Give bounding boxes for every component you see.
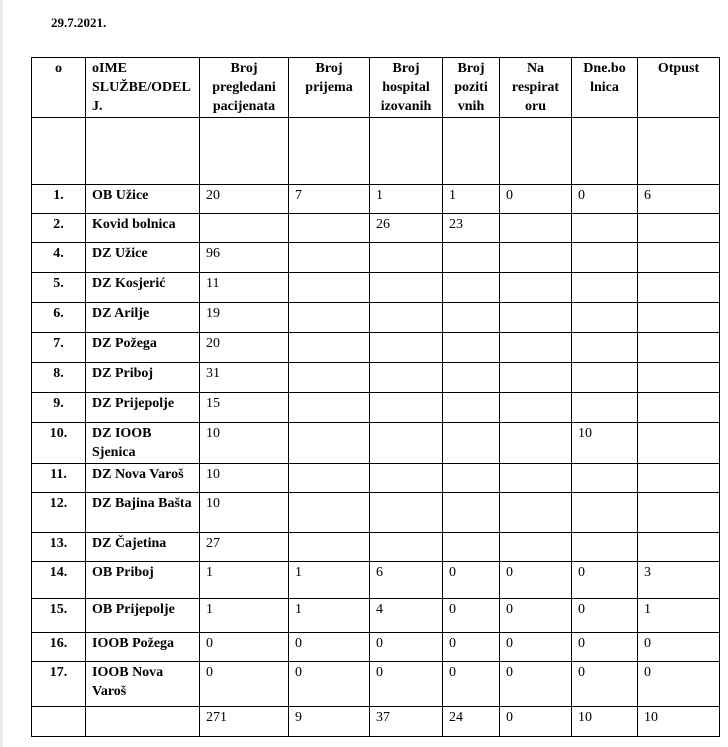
institution-name-cell: Kovid bolnica <box>86 214 200 243</box>
value-cell <box>370 363 443 393</box>
header-cell-positive: Broj poziti vnih <box>443 58 500 118</box>
value-cell <box>638 118 720 185</box>
value-cell <box>500 243 572 273</box>
value-cell: 10 <box>200 493 289 533</box>
value-cell: 0 <box>572 185 638 214</box>
table-row <box>32 599 720 633</box>
table-row <box>32 493 720 533</box>
table-row <box>32 333 720 363</box>
value-cell <box>289 464 370 493</box>
value-cell <box>289 423 370 464</box>
value-cell <box>500 464 572 493</box>
row-number-cell: 1. <box>32 185 86 214</box>
table-row <box>32 243 720 273</box>
row-number-cell: 12. <box>32 493 86 533</box>
value-cell <box>289 303 370 333</box>
value-cell: 0 <box>500 562 572 599</box>
value-cell: 1 <box>638 599 720 633</box>
value-cell <box>638 493 720 533</box>
value-cell: 4 <box>370 599 443 633</box>
value-cell <box>500 333 572 363</box>
value-cell <box>572 393 638 423</box>
header-cell-rb: o <box>32 58 86 118</box>
institution-name-cell: DZ Čajetina <box>86 533 200 562</box>
value-cell <box>500 118 572 185</box>
value-cell: 37 <box>370 707 443 737</box>
table-row <box>32 633 720 662</box>
value-cell: 0 <box>200 633 289 662</box>
row-number-cell <box>32 118 86 185</box>
value-cell: 0 <box>200 662 289 707</box>
value-cell: 1 <box>289 562 370 599</box>
value-cell <box>289 214 370 243</box>
value-cell: 0 <box>572 633 638 662</box>
value-cell: 0 <box>289 633 370 662</box>
value-cell: 10 <box>572 707 638 737</box>
institution-name-cell: IOOB Nova Varoš <box>86 662 200 707</box>
institution-name-cell: DZ Nova Varoš <box>86 464 200 493</box>
institution-name-cell: DZ Prijepolje <box>86 393 200 423</box>
value-cell: 0 <box>500 662 572 707</box>
value-cell: 24 <box>443 707 500 737</box>
value-cell: 0 <box>500 707 572 737</box>
value-cell <box>638 214 720 243</box>
row-number-cell: 13. <box>32 533 86 562</box>
value-cell <box>370 493 443 533</box>
value-cell <box>500 273 572 303</box>
value-cell <box>443 333 500 363</box>
value-cell <box>289 118 370 185</box>
row-number-cell: 10. <box>32 423 86 464</box>
page-edge <box>0 0 3 747</box>
institution-name-cell: OB Užice <box>86 185 200 214</box>
value-cell <box>443 464 500 493</box>
value-cell <box>638 533 720 562</box>
institution-name-cell: IOOB Požega <box>86 633 200 662</box>
institution-name-cell <box>86 707 200 737</box>
row-number-cell: 17. <box>32 662 86 707</box>
header-row <box>32 58 720 118</box>
institution-name-cell: OB Prijepolje <box>86 599 200 633</box>
header-cell-day-hospital: Dne.bo lnica <box>572 58 638 118</box>
value-cell <box>572 493 638 533</box>
row-number-cell: 11. <box>32 464 86 493</box>
value-cell <box>370 273 443 303</box>
value-cell: 0 <box>370 662 443 707</box>
table-row <box>32 464 720 493</box>
institution-name-cell: DZ Užice <box>86 243 200 273</box>
table-row <box>32 303 720 333</box>
value-cell <box>638 243 720 273</box>
value-cell <box>370 118 443 185</box>
institution-name-cell: DZ Kosjerić <box>86 273 200 303</box>
row-number-cell: 8. <box>32 363 86 393</box>
institution-name-cell: DZ Požega <box>86 333 200 363</box>
value-cell <box>370 393 443 423</box>
value-cell: 15 <box>200 393 289 423</box>
value-cell <box>500 393 572 423</box>
value-cell <box>443 243 500 273</box>
value-cell <box>443 393 500 423</box>
value-cell <box>443 303 500 333</box>
value-cell: 0 <box>572 562 638 599</box>
value-cell <box>370 333 443 363</box>
value-cell <box>638 303 720 333</box>
institution-name-cell: DZ Bajina Bašta <box>86 493 200 533</box>
value-cell <box>572 333 638 363</box>
value-cell <box>289 493 370 533</box>
row-number-cell: 6. <box>32 303 86 333</box>
value-cell: 0 <box>370 633 443 662</box>
value-cell: 0 <box>638 633 720 662</box>
table-row <box>32 185 720 214</box>
value-cell: 31 <box>200 363 289 393</box>
value-cell: 271 <box>200 707 289 737</box>
row-number-cell: 14. <box>32 562 86 599</box>
row-number-cell: 9. <box>32 393 86 423</box>
report-table <box>31 57 720 737</box>
value-cell <box>370 533 443 562</box>
value-cell: 0 <box>572 599 638 633</box>
value-cell: 1 <box>443 185 500 214</box>
value-cell <box>572 118 638 185</box>
header-cell-name: oIME SLUŽBE/ODEL J. <box>86 58 200 118</box>
table-row <box>32 273 720 303</box>
value-cell: 6 <box>370 562 443 599</box>
value-cell <box>443 493 500 533</box>
value-cell: 10 <box>200 464 289 493</box>
value-cell <box>443 533 500 562</box>
value-cell <box>289 393 370 423</box>
value-cell: 10 <box>200 423 289 464</box>
value-cell: 20 <box>200 185 289 214</box>
value-cell: 0 <box>500 599 572 633</box>
institution-name-cell: OB Priboj <box>86 562 200 599</box>
table-row <box>32 393 720 423</box>
value-cell <box>500 363 572 393</box>
institution-name-cell <box>86 118 200 185</box>
institution-name-cell: DZ Priboj <box>86 363 200 393</box>
value-cell <box>500 214 572 243</box>
value-cell: 10 <box>572 423 638 464</box>
value-cell <box>289 243 370 273</box>
table-row <box>32 214 720 243</box>
value-cell <box>572 363 638 393</box>
header-cell-examined: Broj pregledani pacijenata <box>200 58 289 118</box>
value-cell <box>200 118 289 185</box>
value-cell <box>289 273 370 303</box>
value-cell: 0 <box>500 633 572 662</box>
value-cell <box>500 533 572 562</box>
row-number-cell <box>32 707 86 737</box>
value-cell: 0 <box>443 633 500 662</box>
value-cell: 11 <box>200 273 289 303</box>
value-cell <box>443 423 500 464</box>
value-cell: 0 <box>572 662 638 707</box>
value-cell <box>443 363 500 393</box>
value-cell: 0 <box>500 185 572 214</box>
value-cell: 9 <box>289 707 370 737</box>
value-cell: 0 <box>443 599 500 633</box>
value-cell <box>370 303 443 333</box>
value-cell <box>500 423 572 464</box>
header-cell-discharge: Otpust <box>638 58 720 118</box>
table-row <box>32 363 720 393</box>
value-cell <box>370 423 443 464</box>
value-cell: 1 <box>289 599 370 633</box>
row-number-cell: 5. <box>32 273 86 303</box>
row-number-cell: 16. <box>32 633 86 662</box>
value-cell <box>370 464 443 493</box>
value-cell: 1 <box>200 562 289 599</box>
value-cell <box>443 118 500 185</box>
value-cell: 3 <box>638 562 720 599</box>
value-cell: 23 <box>443 214 500 243</box>
value-cell: 20 <box>200 333 289 363</box>
value-cell <box>289 333 370 363</box>
table-row <box>32 423 720 464</box>
value-cell: 27 <box>200 533 289 562</box>
value-cell <box>500 493 572 533</box>
header-cell-respirator: Na respirat oru <box>500 58 572 118</box>
value-cell <box>200 214 289 243</box>
value-cell <box>572 303 638 333</box>
value-cell <box>500 303 572 333</box>
value-cell <box>638 464 720 493</box>
value-cell: 0 <box>443 662 500 707</box>
value-cell <box>572 464 638 493</box>
report-date: 29.7.2021. <box>51 15 107 30</box>
table-row <box>32 662 720 707</box>
row-number-cell: 15. <box>32 599 86 633</box>
table-row <box>32 707 720 737</box>
value-cell: 6 <box>638 185 720 214</box>
row-number-cell: 2. <box>32 214 86 243</box>
value-cell <box>443 273 500 303</box>
value-cell <box>572 243 638 273</box>
value-cell: 1 <box>200 599 289 633</box>
value-cell: 1 <box>370 185 443 214</box>
value-cell <box>289 363 370 393</box>
institution-name-cell: DZ Arilje <box>86 303 200 333</box>
row-number-cell: 4. <box>32 243 86 273</box>
value-cell <box>638 423 720 464</box>
table-row <box>32 118 720 185</box>
header-cell-hospitalized: Broj hospital izovanih <box>370 58 443 118</box>
value-cell <box>638 333 720 363</box>
value-cell: 0 <box>443 562 500 599</box>
institution-name-cell: DZ IOOB Sjenica <box>86 423 200 464</box>
value-cell: 96 <box>200 243 289 273</box>
value-cell: 10 <box>638 707 720 737</box>
value-cell: 19 <box>200 303 289 333</box>
table-row <box>32 533 720 562</box>
value-cell: 0 <box>289 662 370 707</box>
value-cell: 7 <box>289 185 370 214</box>
value-cell: 0 <box>638 662 720 707</box>
value-cell <box>638 273 720 303</box>
table-row <box>32 562 720 599</box>
value-cell <box>638 393 720 423</box>
value-cell <box>572 533 638 562</box>
row-number-cell: 7. <box>32 333 86 363</box>
value-cell <box>572 273 638 303</box>
value-cell <box>572 214 638 243</box>
header-cell-admissions: Broj prijema <box>289 58 370 118</box>
value-cell <box>370 243 443 273</box>
value-cell <box>638 363 720 393</box>
value-cell <box>289 533 370 562</box>
value-cell: 26 <box>370 214 443 243</box>
